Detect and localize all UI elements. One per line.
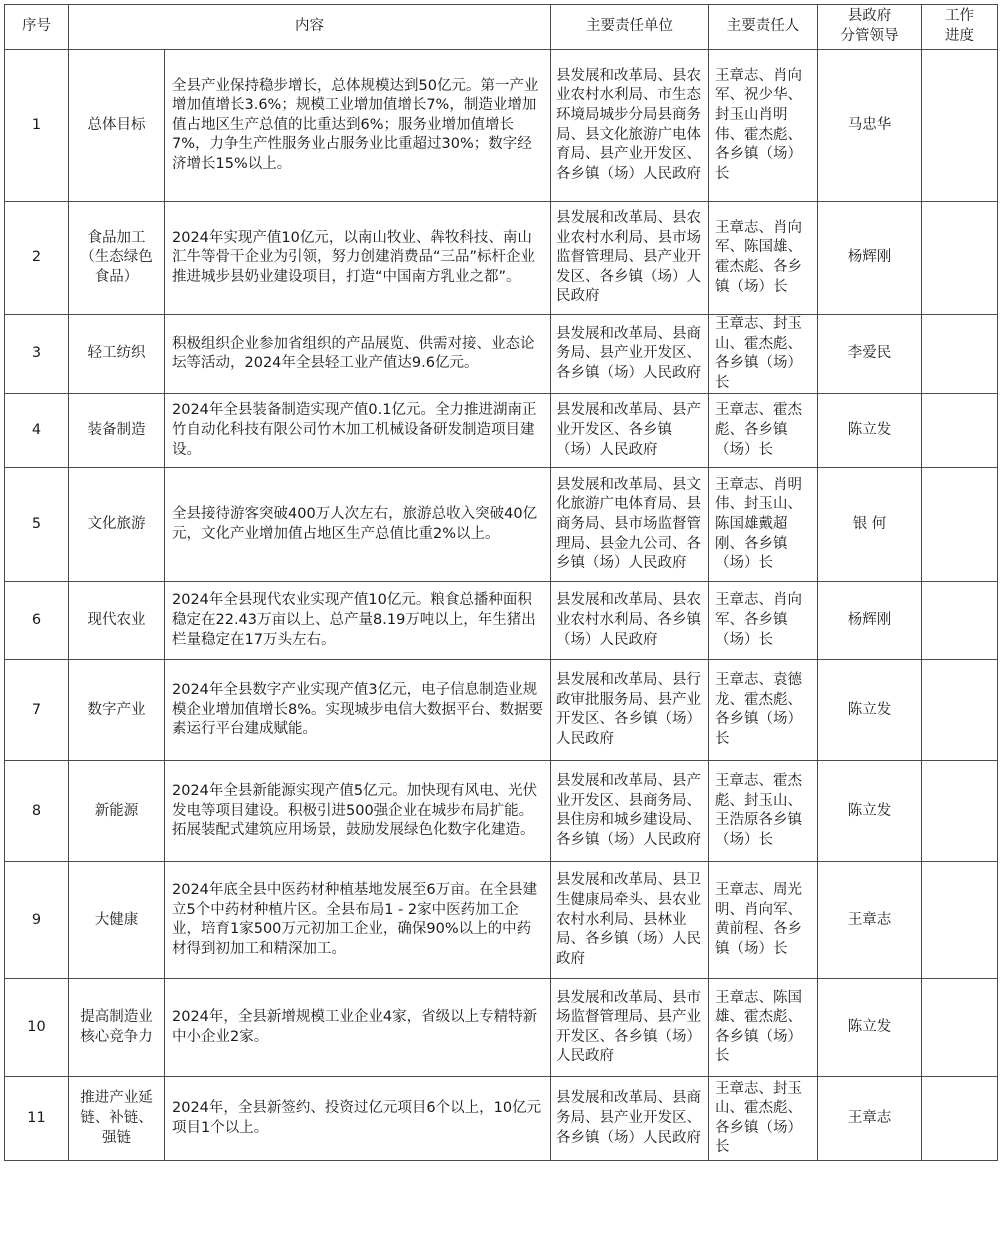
row-area: 文化旅游 [69, 468, 165, 582]
row-progress [922, 761, 998, 862]
row-progress [922, 468, 998, 582]
row-leader: 杨辉刚 [818, 202, 922, 315]
row-responsible-units: 县发展和改革局、县商务局、县产业开发区、各乡镇（场）人民政府 [551, 315, 709, 394]
row-index: 3 [5, 315, 69, 394]
row-responsible-persons: 王章志、肖向军、各乡镇（场）长 [709, 582, 818, 660]
row-area: 推进产业延链、补链、强链 [69, 1077, 165, 1161]
table-row [5, 315, 998, 394]
row-responsible-units: 县发展和改革局、县产业开发区、各乡镇（场）人民政府 [551, 394, 709, 468]
row-responsible-persons: 王章志、周光明、肖向军、黄前程、各乡镇（场）长 [709, 862, 818, 979]
row-area: 轻工纺织 [69, 315, 165, 394]
row-responsible-units: 县发展和改革局、县产业开发区、县商务局、县住房和城乡建设局、各乡镇（场）人民政府 [551, 761, 709, 862]
header-progress-line1: 工作 [945, 8, 974, 25]
row-area: 数字产业 [69, 660, 165, 761]
row-index: 7 [5, 660, 69, 761]
row-leader: 王章志 [818, 1077, 922, 1161]
header-persons: 主要责任人 [709, 5, 818, 50]
row-responsible-persons: 王章志、霍杰彪、各乡镇（场）长 [709, 394, 818, 468]
table-row [5, 862, 998, 979]
row-responsible-persons: 王章志、袁德龙、霍杰彪、各乡镇（场）长 [709, 660, 818, 761]
row-responsible-persons: 王章志、封玉山、霍杰彪、各乡镇（场）长 [709, 315, 818, 394]
table-body [5, 50, 998, 1161]
row-content: 全县产业保持稳步增长，总体规模达到50亿元。第一产业增加值增长3.6%；规模工业增加值增长7%，制造业增加值占地区生产总值的比重达到6%；服务业增加值增长7%，力争生产性服务业占服务业比重超过30%；数字经济增长15%以上。 [165, 50, 551, 202]
row-content: 2024年全县数字产业实现产值3亿元，电子信息制造业规模企业增加值增长8%。实现城步电信大数据平台、数据要素运行平台建成赋能。 [165, 660, 551, 761]
row-responsible-persons: 王章志、肖向军、祝少华、封玉山肖明伟、霍杰彪、各乡镇（场）长 [709, 50, 818, 202]
row-content: 2024年，全县新增规模工业企业4家，省级以上专精特新中小企业2家。 [165, 979, 551, 1077]
row-content: 2024年全县装备制造实现产值0.1亿元。全力推进湖南正竹自动化科技有限公司竹木加工机械设备研发制造项目建设。 [165, 394, 551, 468]
row-index: 2 [5, 202, 69, 315]
table-row [5, 202, 998, 315]
row-progress [922, 979, 998, 1077]
row-responsible-units: 县发展和改革局、县商务局、县产业开发区、各乡镇（场）人民政府 [551, 1077, 709, 1161]
row-area: 大健康 [69, 862, 165, 979]
row-content: 全县接待游客突破400万人次左右，旅游总收入突破40亿元，文化产业增加值占地区生产总值比重2%以上。 [165, 468, 551, 582]
row-responsible-persons: 王章志、霍杰彪、封玉山、王浩原各乡镇（场）长 [709, 761, 818, 862]
row-area: 装备制造 [69, 394, 165, 468]
row-index: 9 [5, 862, 69, 979]
table-row [5, 660, 998, 761]
row-progress [922, 582, 998, 660]
row-progress [922, 1077, 998, 1161]
row-leader: 陈立发 [818, 761, 922, 862]
row-content: 积极组织企业参加省组织的产品展览、供需对接、业态论坛等活动，2024年全县轻工业产值达9.6亿元。 [165, 315, 551, 394]
row-leader: 陈立发 [818, 979, 922, 1077]
header-leader [818, 5, 922, 50]
table-row [5, 50, 998, 202]
row-area: 总体目标 [69, 50, 165, 202]
row-area: 食品加工（生态绿色食品） [69, 202, 165, 315]
row-responsible-units: 县发展和改革局、县卫生健康局牵头、县农业农村水利局、县林业局、各乡镇（场）人民政府 [551, 862, 709, 979]
row-responsible-persons: 王章志、封玉山、霍杰彪、各乡镇（场）长 [709, 1077, 818, 1161]
row-progress [922, 394, 998, 468]
table-row [5, 468, 998, 582]
row-progress [922, 315, 998, 394]
row-index: 10 [5, 979, 69, 1077]
row-index: 1 [5, 50, 69, 202]
row-leader: 王章志 [818, 862, 922, 979]
table-row [5, 1077, 998, 1161]
row-leader: 马忠华 [818, 50, 922, 202]
row-progress [922, 862, 998, 979]
row-index: 11 [5, 1077, 69, 1161]
row-responsible-units: 县发展和改革局、县文化旅游广电体育局、县商务局、县市场监督管理局、县金九公司、各乡镇（场）人民政府 [551, 468, 709, 582]
row-responsible-persons: 王章志、肖明伟、封玉山、陈国雄戴超刚、各乡镇（场）长 [709, 468, 818, 582]
row-content: 2024年底全县中医药材种植基地发展至6万亩。在全县建立5个中药材种植片区。全县布局1 - 2家中医药加工企业，培育1家500万元初加工企业，确保90%以上的中药材得到初加工和精深加工。 [165, 862, 551, 979]
row-leader: 银 何 [818, 468, 922, 582]
row-progress [922, 50, 998, 202]
row-progress [922, 202, 998, 315]
header-progress [922, 5, 998, 50]
row-responsible-units: 县发展和改革局、县农业农村水利局、县市场监督管理局、县产业开发区、各乡镇（场）人民政府 [551, 202, 709, 315]
row-index: 6 [5, 582, 69, 660]
row-content: 2024年，全县新签约、投资过亿元项目6个以上，10亿元项目1个以上。 [165, 1077, 551, 1161]
table-row [5, 761, 998, 862]
header-leader-line1: 县政府 [847, 8, 892, 25]
row-content: 2024年全县新能源实现产值5亿元。加快现有风电、光伏发电等项目建设。积极引进500强企业在城步布局扩能。拓展装配式建筑应用场景，鼓励发展绿色化数字化建造。 [165, 761, 551, 862]
row-content: 2024年实现产值10亿元，以南山牧业、犇牧科技、南山汇牛等骨干企业为引领，努力创建消费品“三品”标杆企业推进城步县奶业建设项目，打造“中国南方乳业之都”。 [165, 202, 551, 315]
row-responsible-units: 县发展和改革局、县行政审批服务局、县产业开发区、各乡镇（场）人民政府 [551, 660, 709, 761]
row-responsible-units: 县发展和改革局、县农业农村水利局、市生态环境局城步分局县商务局、县文化旅游广电体育局、县产业开发区、各乡镇（场）人民政府 [551, 50, 709, 202]
table-row [5, 979, 998, 1077]
table-row [5, 394, 998, 468]
row-area: 现代农业 [69, 582, 165, 660]
header-content: 内容 [69, 5, 551, 50]
row-area: 新能源 [69, 761, 165, 862]
row-leader: 陈立发 [818, 660, 922, 761]
row-progress [922, 660, 998, 761]
row-responsible-units: 县发展和改革局、县农业农村水利局、各乡镇（场）人民政府 [551, 582, 709, 660]
row-responsible-persons: 王章志、陈国雄、霍杰彪、各乡镇（场）长 [709, 979, 818, 1077]
header-progress-line2: 进度 [945, 28, 974, 44]
row-leader: 李爱民 [818, 315, 922, 394]
row-area: 提高制造业核心竞争力 [69, 979, 165, 1077]
header-row [5, 5, 998, 50]
header-index: 序号 [5, 5, 69, 50]
row-index: 8 [5, 761, 69, 862]
row-index: 5 [5, 468, 69, 582]
row-index: 4 [5, 394, 69, 468]
row-content: 2024年全县现代农业实现产值10亿元。粮食总播种面积稳定在22.43万亩以上、总产量8.19万吨以上，年生猪出栏量稳定在17万头左右。 [165, 582, 551, 660]
row-leader: 杨辉刚 [818, 582, 922, 660]
row-responsible-units: 县发展和改革局、县市场监督管理局、县产业开发区、各乡镇（场）人民政府 [551, 979, 709, 1077]
table-header [5, 5, 998, 50]
row-leader: 陈立发 [818, 394, 922, 468]
row-responsible-persons: 王章志、肖向军、陈国雄、霍杰彪、各乡镇（场）长 [709, 202, 818, 315]
table-row [5, 582, 998, 660]
task-table [4, 4, 998, 1161]
header-leader-line2: 分管领导 [840, 28, 899, 44]
header-units: 主要责任单位 [551, 5, 709, 50]
